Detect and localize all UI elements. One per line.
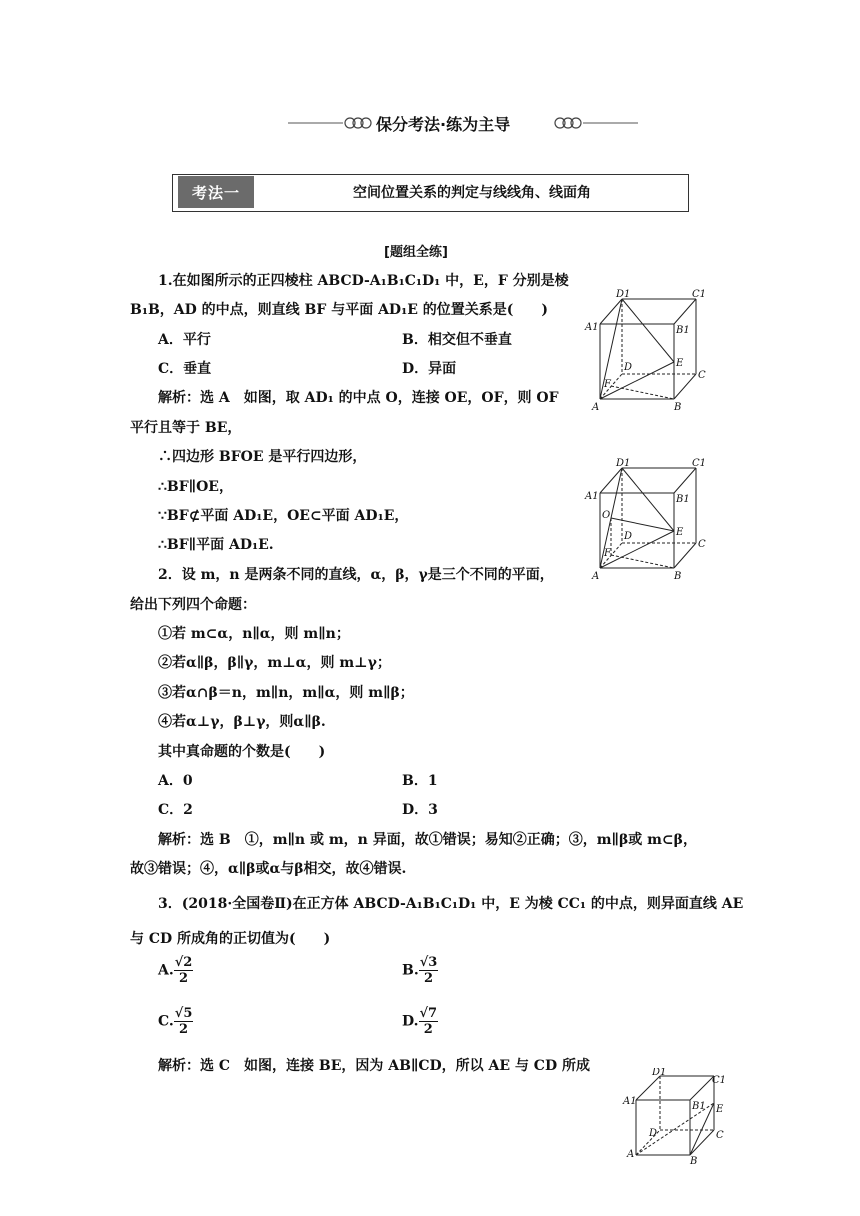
q2-proposition-1: ①若 m⊂α，n∥α，则 m∥n； (158, 626, 350, 642)
q2-line2: 给出下列四个命题： (130, 597, 256, 613)
q3-option-b-letter: B. (402, 962, 419, 979)
label-B1: B1 (676, 325, 690, 336)
q3-option-d (402, 1006, 438, 1037)
label-A: A (627, 1149, 635, 1160)
q3-option-c (158, 1006, 193, 1037)
section-title: 空间位置关系的判定与线线角、线面角 (353, 185, 591, 201)
q3-option-d-letter: D. (402, 1013, 419, 1030)
label-D: D (624, 531, 633, 542)
q1-line2: B₁B，AD 的中点，则直线 BF 与平面 AD₁E 的位置关系是( ) (130, 302, 548, 318)
label-A: A (592, 571, 600, 582)
q2-proposition-2: ②若α∥β，β∥γ，m⊥α，则 m⊥γ； (158, 655, 391, 671)
q1-option-b: B．相交但不垂直 (402, 332, 512, 348)
label-B1: B1 (692, 1101, 706, 1112)
cube-figure-3 (622, 1068, 734, 1168)
label-C1: C1 (692, 458, 707, 469)
q2-option-b: B．1 (402, 773, 438, 789)
label-C: C (698, 539, 706, 550)
q1-solution-2: 平行且等于 BE， (130, 420, 242, 436)
q1-option-c: C．垂直 (158, 361, 212, 377)
q1-solution-6: ∴BF∥平面 AD₁E. (158, 537, 274, 553)
label-B1: B1 (676, 494, 690, 505)
q1-solution-3: ∴四边形 BFOE 是平行四边形， (158, 449, 367, 465)
q1-solution-4: ∴BF∥OE， (158, 479, 233, 495)
q3-solution-1: 解析：选 C 如图，连接 BE，因为 AB∥CD，所以 AE 与 CD 所成 (158, 1058, 590, 1074)
q2-option-d: D．3 (402, 802, 438, 818)
q1-option-d: D．异面 (402, 361, 457, 377)
q3-option-d-numerator: √7 (419, 1006, 438, 1021)
q3-option-a-letter: A. (158, 962, 174, 979)
label-E: E (716, 1104, 724, 1115)
label-A1: A1 (585, 322, 599, 333)
label-F: F (604, 548, 611, 559)
label-E: E (676, 527, 684, 538)
label-D: D (649, 1128, 658, 1139)
label-B: B (690, 1156, 698, 1167)
q2-solution-2: 故③错误；④，α∥β或α与β相交，故④错误. (130, 861, 407, 877)
q1-option-a: A．平行 (158, 332, 211, 348)
label-C1: C1 (712, 1075, 727, 1086)
q2-proposition-3: ③若α∩β＝n，m∥n，m∥α，则 m∥β； (158, 685, 414, 701)
q2-ask: 其中真命题的个数是( ) (158, 744, 326, 760)
q2-solution-1: 解析：选 B ①，m∥n 或 m，n 异面，故①错误；易知②正确；③，m∥β或 m⊂β， (158, 832, 697, 848)
label-A1: A1 (623, 1096, 637, 1107)
label-D1: D1 (652, 1068, 667, 1078)
q3-option-c-letter: C. (158, 1013, 174, 1030)
label-C: C (716, 1130, 724, 1141)
q3-option-a-denominator: 2 (179, 971, 189, 986)
q3-option-b-denominator: 2 (423, 971, 434, 986)
label-A: A (592, 402, 600, 413)
label-D: D (624, 362, 633, 373)
prism-figure-1 (582, 286, 712, 414)
label-A1: A1 (585, 491, 599, 502)
q3-option-a-numerator: √2 (174, 955, 193, 970)
q1-solution-5: ∵BF⊄平面 AD₁E，OE⊂平面 AD₁E， (158, 508, 409, 524)
q3-option-a (158, 955, 193, 986)
q3-option-d-denominator: 2 (423, 1022, 433, 1037)
q2-line1: 2．设 m，n 是两条不同的直线，α，β，γ是三个不同的平面， (158, 567, 554, 583)
label-B: B (674, 402, 682, 413)
label-O: O (602, 510, 611, 521)
q3-line1: 3．(2018·全国卷Ⅱ)在正方体 ABCD-A₁B₁C₁D₁ 中，E 为棱 CC₁ 的中点，则异面直线 AE (158, 896, 744, 912)
q3-option-b-numerator: √3 (419, 955, 438, 970)
label-D1: D1 (616, 289, 631, 300)
label-E: E (676, 358, 684, 369)
page-header-title: 保分考法·练为主导 (376, 115, 511, 134)
q3-option-c-numerator: √5 (174, 1006, 193, 1021)
label-C1: C1 (692, 289, 707, 300)
q1-line1: 1.在如图所示的正四棱柱 ABCD-A₁B₁C₁D₁ 中，E，F 分别是棱 (158, 273, 569, 289)
label-C: C (698, 370, 706, 381)
label-D1: D1 (616, 458, 631, 469)
q3-line2: 与 CD 所成角的正切值为( ) (130, 931, 331, 947)
q2-option-c: C．2 (158, 802, 193, 818)
q2-proposition-4: ④若α⊥γ，β⊥γ，则α∥β. (158, 714, 326, 730)
q2-option-a: A．0 (158, 773, 193, 789)
q3-option-c-denominator: 2 (179, 1022, 189, 1037)
q1-solution-1: 解析：选 A 如图，取 AD₁ 的中点 O，连接 OE，OF，则 OF (158, 390, 559, 406)
group-title: [题组全练] (384, 245, 448, 260)
q3-option-b (402, 955, 438, 986)
label-F: F (604, 379, 611, 390)
label-B: B (674, 571, 682, 582)
prism-figure-2 (582, 455, 712, 583)
section-tag: 考法一 (178, 176, 254, 208)
